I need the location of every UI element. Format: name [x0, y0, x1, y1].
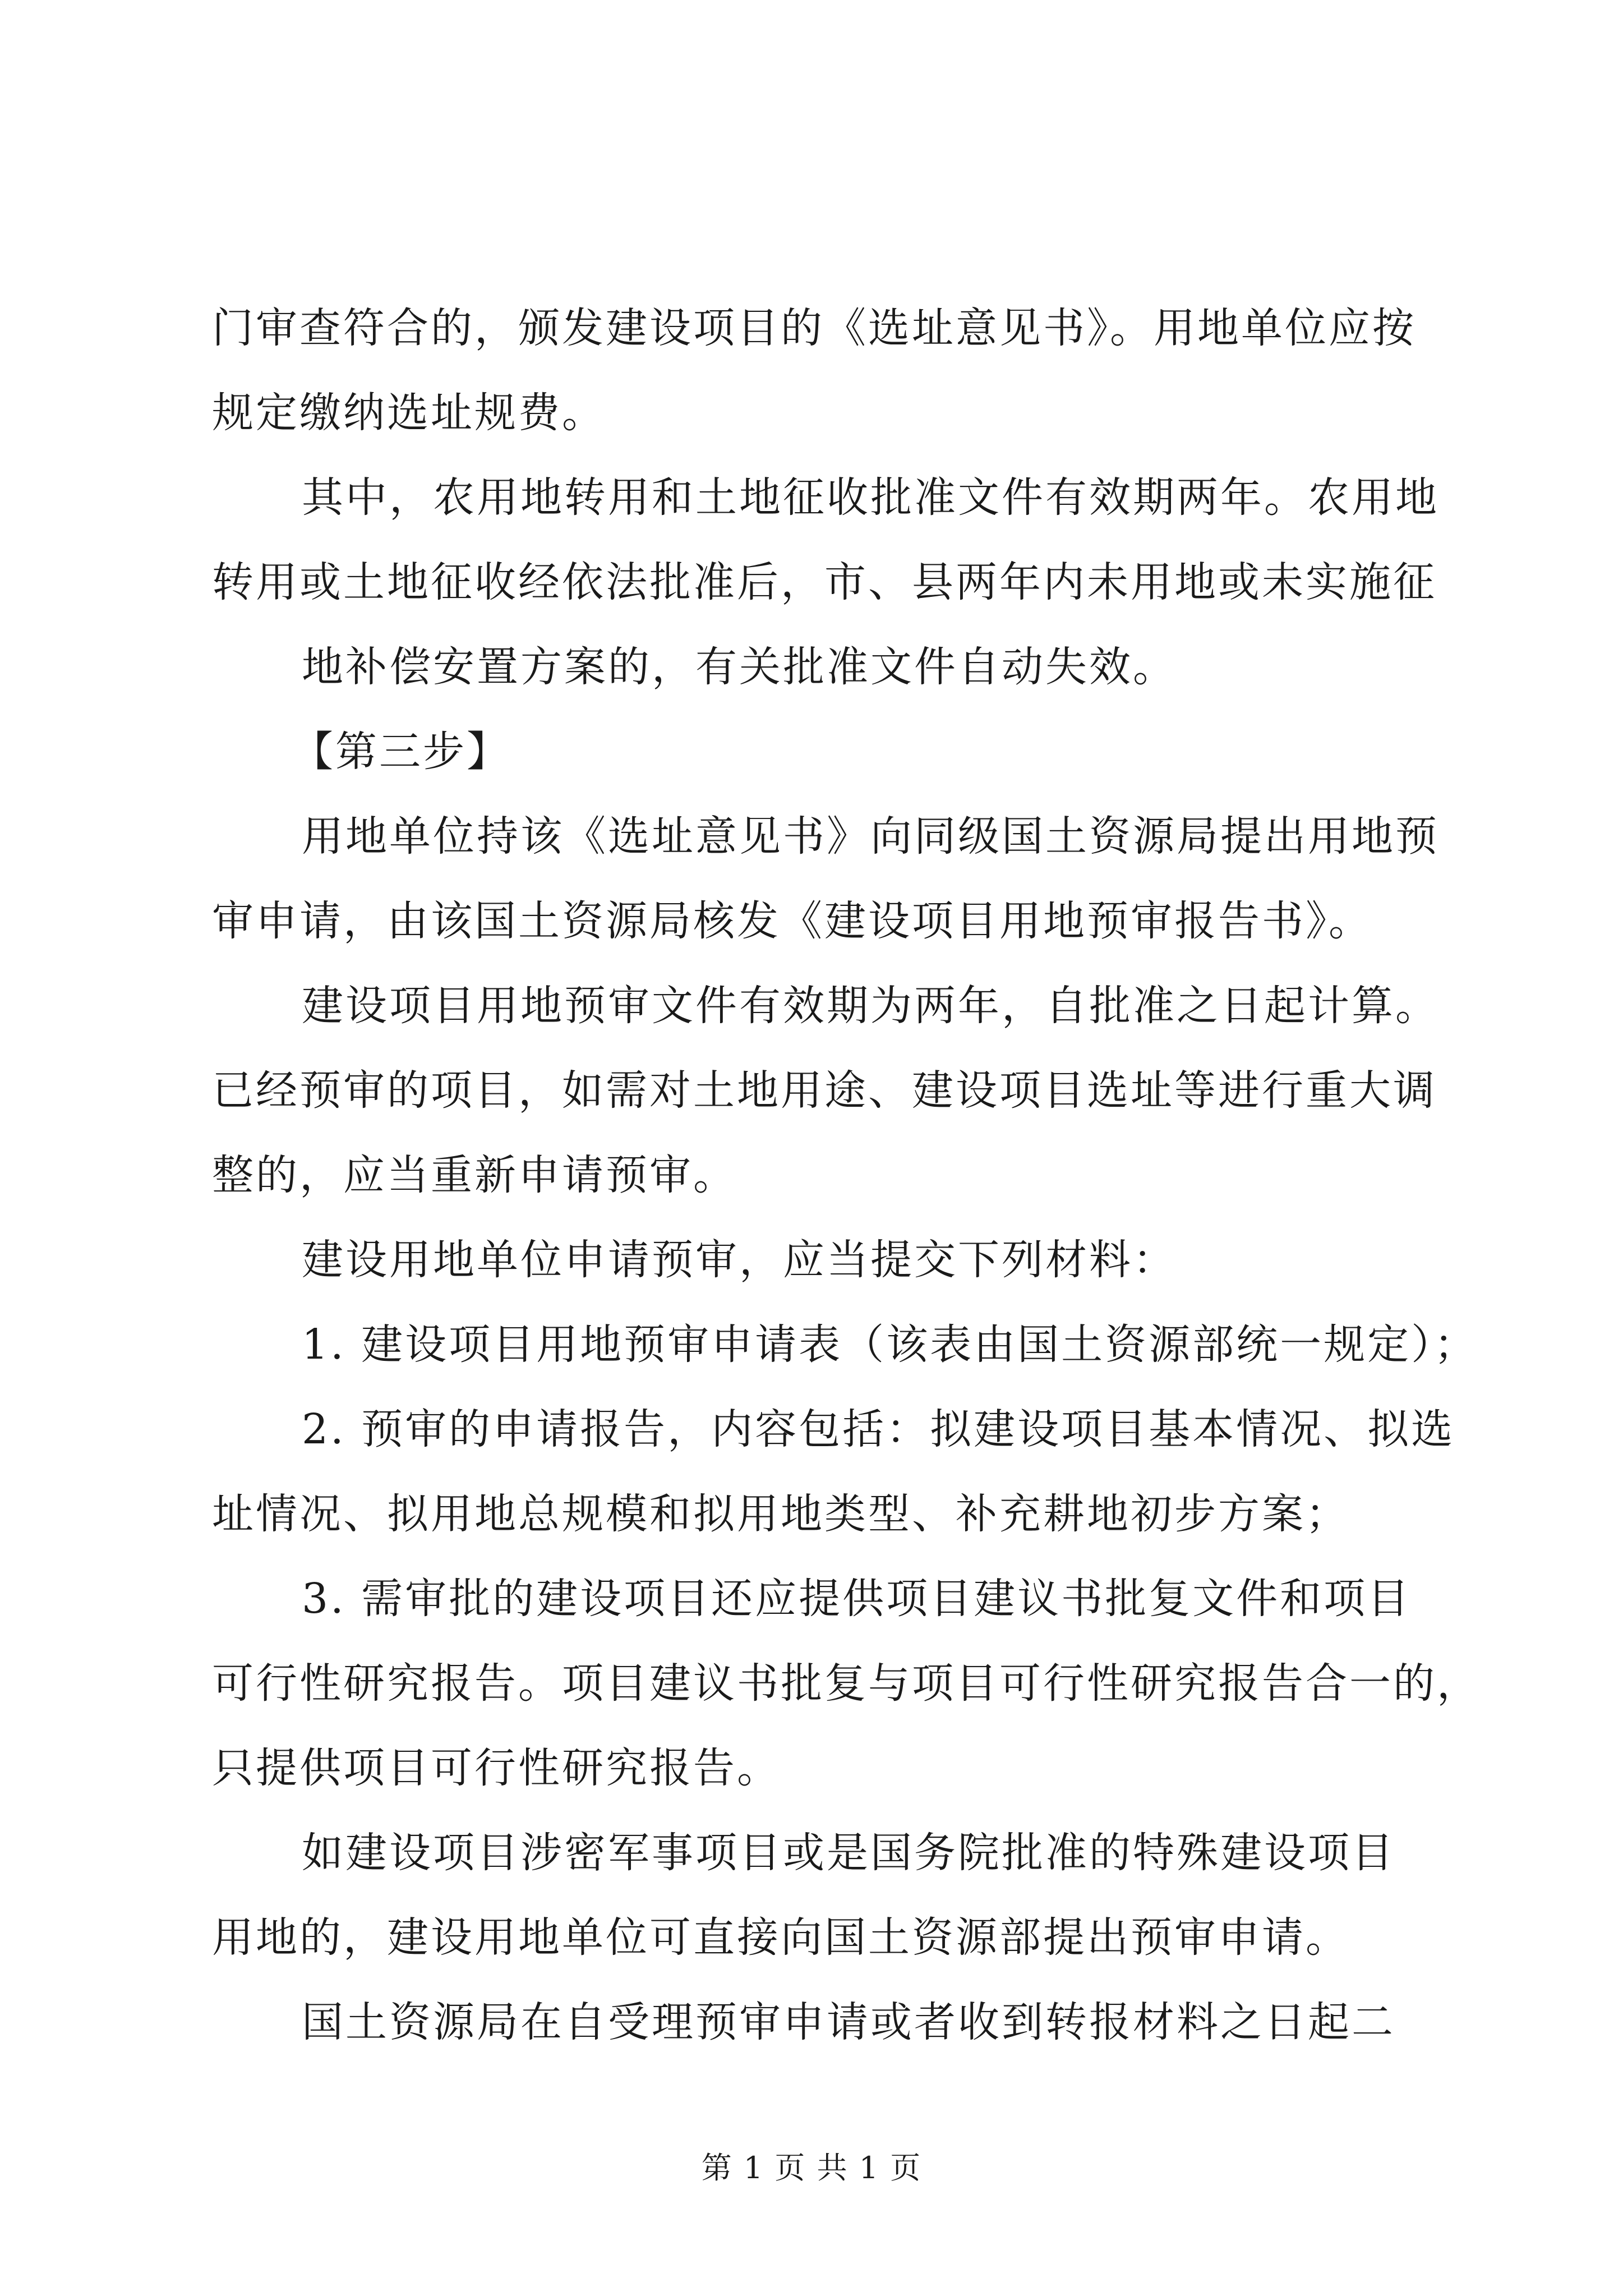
text-line: 已经预审的项目，如需对土地用途、建设项目选址等进行重大调: [212, 1066, 1437, 1115]
section-heading: 【第三步】: [292, 728, 510, 776]
text-line: 址情况、拟用地总规模和拟用地类型、补充耕地初步方案；: [212, 1490, 1349, 1538]
list-item: 3. 需审批的建设项目还应提供项目建议书批复文件和项目: [302, 1575, 1412, 1623]
text-line: 整的，应当重新申请预审。: [212, 1151, 737, 1199]
text-line: 国土资源局在自受理预审申请或者收到转报材料之日起二: [302, 1998, 1395, 2046]
text-line: 转用或土地征收经依法批准后，市、县两年内未用地或未实施征: [212, 558, 1437, 606]
text-line: 只提供项目可行性研究报告。: [212, 1744, 781, 1792]
text-line: 用地单位持该《选址意见书》向同级国土资源局提出用地预: [302, 812, 1439, 861]
text-line: 建设项目用地预审文件有效期为两年，自批准之日起计算。: [302, 982, 1439, 1030]
text-line: 地补偿安置方案的，有关批准文件自动失效。: [302, 643, 1177, 691]
list-item: 1. 建设项目用地预审申请表（该表由国土资源部统一规定）；: [302, 1320, 1478, 1369]
text-line: 可行性研究报告。项目建议书批复与项目可行性研究报告合一的，: [212, 1659, 1481, 1708]
text-line: 审申请，由该国土资源局核发《建设项目用地预审报告书》。: [212, 897, 1372, 945]
text-line: 如建设项目涉密军事项目或是国务院批准的特殊建设项目: [302, 1829, 1395, 1877]
page-footer: 第 1 页 共 1 页: [701, 2150, 922, 2185]
text-line: 其中，农用地转用和土地征收批准文件有效期两年。农用地: [302, 473, 1439, 522]
text-line: 用地的，建设用地单位可直接向国土资源部提出预审申请。: [212, 1913, 1349, 1962]
text-line: 建设用地单位申请预审，应当提交下列材料：: [302, 1236, 1177, 1284]
text-line: 规定缴纳选址规费。: [212, 389, 606, 437]
list-item: 2. 预审的申请报告，内容包括：拟建设项目基本情况、拟选: [302, 1405, 1455, 1453]
text-line: 门审查符合的，颁发建设项目的《选址意见书》。用地单位应按: [212, 304, 1416, 352]
